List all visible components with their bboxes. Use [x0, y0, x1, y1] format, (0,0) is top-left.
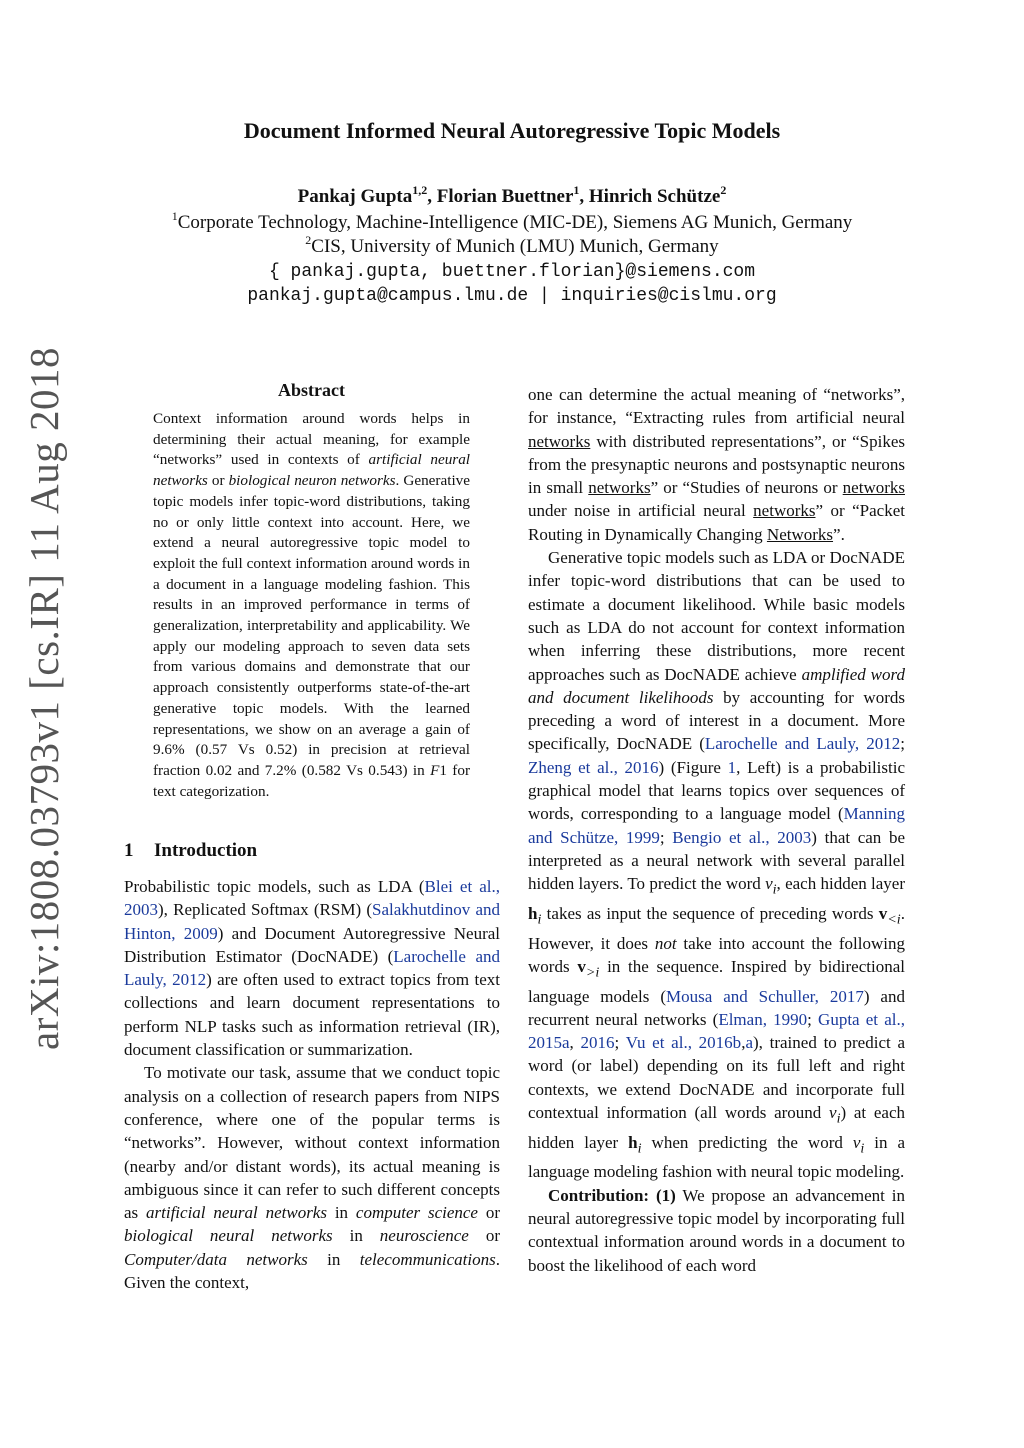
author-affil-sup: 1 — [573, 183, 580, 197]
citation-link[interactable]: Bengio et al., 2003 — [672, 827, 812, 847]
email-line-1: { pankaj.gupta, buettner.florian}@siemens.com — [268, 262, 756, 282]
email-line-2: pankaj.gupta@campus.lmu.de | inquiries@cislmu.org — [247, 286, 777, 306]
affil-sup: 1 — [171, 209, 178, 223]
paper-title: Document Informed Neural Autoregressive Topic Models — [243, 118, 781, 143]
author-name: Pankaj Gupta — [297, 186, 413, 207]
section-number: 1 — [124, 840, 134, 861]
affil-text: Corporate Technology, Machine-Intelligence (MIC-DE), Siemens AG Munich, Germany — [177, 212, 853, 233]
paragraph: Probabilistic topic models, such as LDA (Blei et al., 2003), Replicated Softmax (RSM) (Salakhutdinov and Hinton, 2009) and Document Autoregressive Neural Distribution Estimator (DocNADE) (Larochelle and Lauly, 2012) are often used to extract topics from text collections and learn document representations to perform NLP tasks such as information retrieval (IR), document classification or summarization. — [124, 877, 501, 1060]
paragraph: Generative topic models such as LDA or DocNADE infer topic-word distributions that can be used to estimate a document likelihood. While basic models such as LDA do not account for context information when inferring these distributions, more recent approaches such as DocNADE achieve amplified word and document likelihoods by accounting for words preceding a word of interest in a document. More specifically, DocNADE (Larochelle and Lauly, 2012; Zheng et al., 2016) (Figure 1, Left) is a probabilistic graphical model that learns topics over sequences of words, corresponding to a language model (Manning and Schütze, 1999; Bengio et al., 2003) that can be interpreted as a neural network with several parallel hidden layers. To predict the word $v_i$, each hidden layer $h_i$ takes as input the sequence of preceding words $v_{<i}$. However, it does not take into account the following words $v_{>i}$ in the sequence. Inspired by bidirectional language models (Mousa and Schuller, 2017) and recurrent neural networks (Elman, 1990; Gupta et al., 2015a, 2016; Vu et al., 2016b,a), trained to predict a word (or label) depending on its full left and right contexts, we extend DocNADE and incorporate full contextual information (all words around $v_i$) at each hidden layer $h_i$ when predicting the word $v_i$ in a language modeling fashion with neural topic modeling. — [528, 548, 905, 1182]
citation-link[interactable]: Elman, 1990 — [718, 1009, 808, 1029]
section-title: Introduction — [154, 840, 258, 861]
affiliation-2 — [0, 233, 1024, 258]
arxiv-identifier: arXiv:1808.03793v1 [cs.IR] 11 Aug 2018 — [21, 346, 67, 1050]
right-column — [528, 383, 905, 1277]
author-line: Pankaj Gupta$^{1,2}$, Florian Buettner$^1$, Hinrich Schütze$^2$ — [297, 183, 727, 207]
citation-link[interactable]: Salakhutdinov and Hinton, 2009 — [124, 900, 501, 943]
paragraph: one can determine the actual meaning of “networks”, for instance, “Extracting rules from artificial neural networks with distributed representations”, or “Spikes from the presynaptic neurons and postsynaptic neurons in small networks” or “Studies of neurons or networks under noise in artificial neural networks” or “Packet Routing in Dynamically Changing Networks”. — [528, 385, 905, 544]
author-name: Florian Buettner — [436, 186, 574, 207]
section-heading — [124, 840, 500, 876]
abstract-heading: Abstract — [278, 380, 345, 400]
citation-link[interactable]: Larochelle and Lauly, 2012 — [704, 734, 901, 754]
citation-link[interactable]: Blei et al., 2003 — [124, 877, 500, 920]
affil-text: CIS, University of Munich (LMU) Munich, Germany — [311, 236, 719, 257]
citation-link[interactable]: Mousa and Schuller, 2017 — [666, 986, 864, 1006]
citation-link[interactable]: 2016 — [580, 1033, 615, 1053]
abstract-text: Context information around words helps in determining their actual meaning, for example “networks” used in contexts of artificial neural networks or biological neuron networks. Generative topic models infer topic-word distributions, taking no or only little context into account. Here, we extend a neural autoregressive topic model to exploit the full context information around words in a document in a language modeling fashion. This results in an improved performance in terms of generalization, interpretability and applicability. We apply our modeling approach to seven data sets from various domains and demonstrate that our approach consistently outperforms state-of-the-art generative topic models. With the learned representations, we show on an average a gain of 9.6% (0.57 Vs 0.52) in precision at retrieval fraction 0.02 and 7.2% (0.582 Vs 0.543) in F1 for text categorization. — [153, 410, 471, 800]
author-name: Hinrich Schütze — [588, 186, 721, 207]
figure-link[interactable]: 1 — [727, 757, 737, 777]
affiliation-1 — [0, 209, 1024, 234]
affil-sup: 2 — [305, 233, 312, 247]
citation-link[interactable]: Larochelle and Lauly, 2012 — [124, 946, 500, 990]
paragraph: Contribution: (1) We propose an advancement in neural autoregressive topic model by incorporating full contextual information around words in a document to boost the likelihood of each word — [528, 1185, 905, 1275]
author-affil-sup: 2 — [720, 183, 727, 197]
citation-link[interactable]: Manning and Schütze, 1999 — [528, 804, 905, 847]
abstract-block — [153, 380, 470, 802]
citation-link[interactable]: a — [745, 1033, 753, 1053]
paragraph: To motivate our task, assume that we conduct topic analysis on a collection of research papers from NIPS conference, where one of the popular terms is “networks”. However, without context information (nearby and/or distant words), its actual meaning is ambiguous since it can refer to such different concepts as artificial neural networks in computer science or biological neural networks in neuroscience or Computer/data networks in telecommunications. Given the context, — [124, 1063, 500, 1293]
citation-link[interactable]: Vu et al., 2016b — [625, 1033, 742, 1053]
citation-link[interactable]: Zheng et al., 2016 — [528, 757, 659, 777]
author-affil-sup: 1,2 — [412, 183, 428, 197]
left-column — [124, 875, 500, 1294]
citation-link[interactable]: Gupta et al., 2015a — [528, 1009, 905, 1053]
